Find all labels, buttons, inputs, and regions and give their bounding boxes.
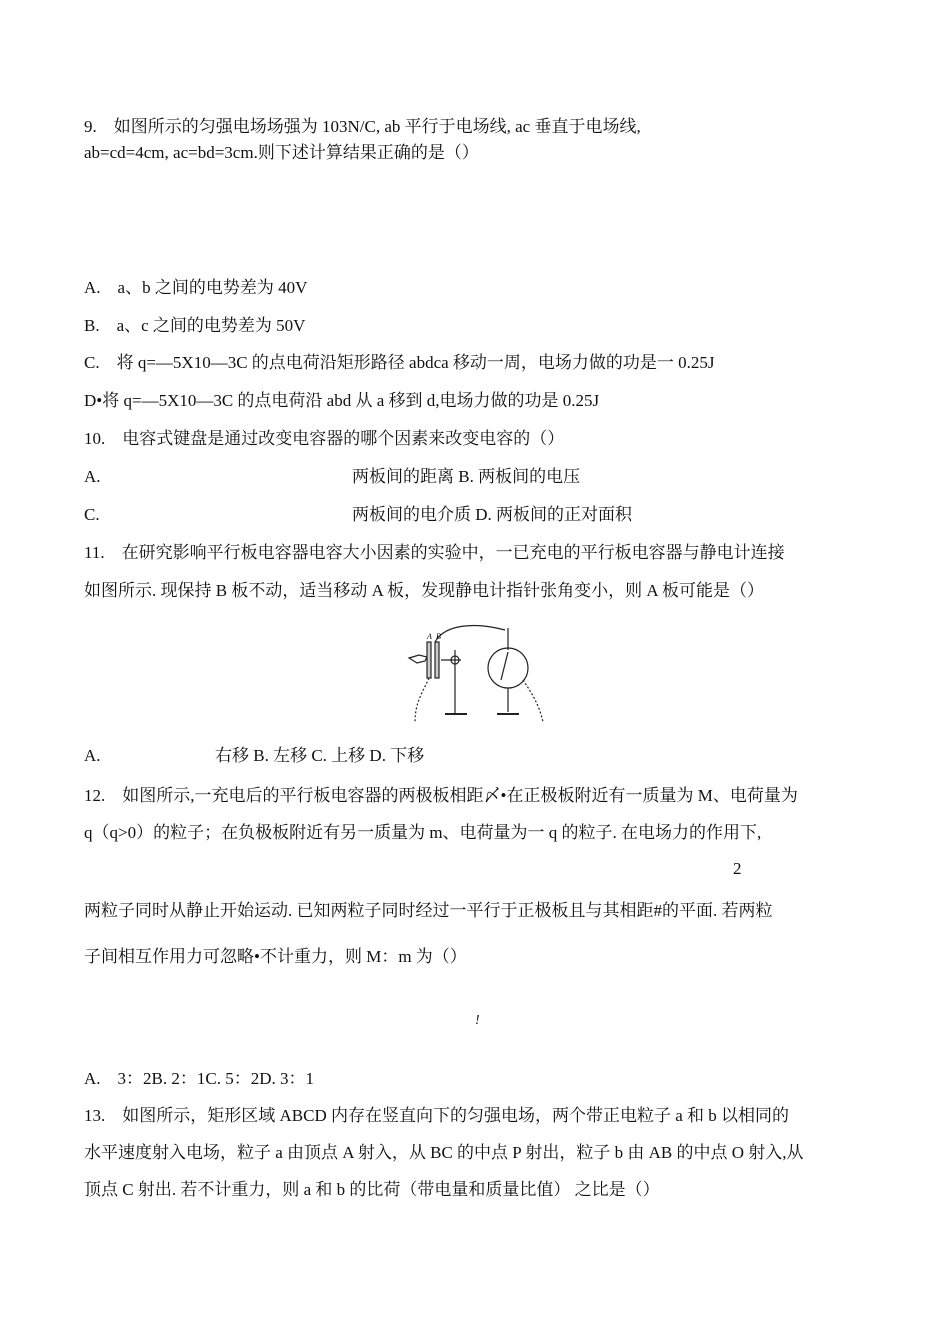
hand-icon	[409, 655, 427, 663]
plate-b	[435, 642, 439, 678]
q9-stem-line1: 9. 如图所示的匀强电场场强为 103N/C, ab 平行于电场线, ac 垂直于电场线,	[84, 117, 641, 136]
q11-stem-line2: 如图所示. 现保持 B 板不动，适当移动 A 板，发现静电计指针张角变小，则 A 板可能是（）	[84, 581, 765, 600]
q12-stray-mark: !	[475, 1013, 480, 1028]
connection-wire	[435, 626, 505, 642]
q12-stray-number: 2	[733, 859, 742, 878]
q10-stem: 10. 电容式键盘是通过改变电容器的哪个因素来改变电容的（）	[84, 429, 565, 448]
q9-option-b: B. a、c 之间的电势差为 50V	[84, 316, 306, 335]
fig-label-b: B	[436, 632, 441, 641]
q10-row2-label: C.	[84, 505, 100, 524]
q9-option-c: C. 将 q=—5X10—3C 的点电荷沿矩形路径 abdca 移动一周，电场力做的功是一 0.25J	[84, 353, 715, 372]
q13-stem-line3: 顶点 C 射出. 若不计重力，则 a 和 b 的比荷（带电量和质量比值） 之比是（）	[84, 1180, 660, 1199]
ground-wire-right	[523, 680, 543, 722]
q13-stem-line2: 水平速度射入电场，粒子 a 由顶点 A 射入，从 BC 的中点 P 射出，粒子 b 由 AB 的中点 O 射入,从	[84, 1143, 804, 1162]
q9-option-a: A. a、b 之间的电势差为 40V	[84, 278, 308, 297]
q12-stem-line1: 12. 如图所示,一充电后的平行板电容器的两极板相距〆•在正极板附近有一质量为 M、电荷量为	[84, 786, 798, 805]
q9-option-d: D•将 q=—5X10—3C 的点电荷沿 abd 从 a 移到 d,电场力做的功是 0.25J	[84, 391, 600, 410]
q9-stem-line2: ab=cd=4cm, ac=bd=3cm.则下述计算结果正确的是（）	[84, 143, 479, 162]
electroscope-capacitor-figure	[405, 622, 555, 732]
q12-options: A. 3：2B. 2：1C. 5：2D. 3：1	[84, 1069, 314, 1088]
q11-options: 右移 B. 左移 C. 上移 D. 下移	[215, 746, 425, 765]
electroscope-needle	[501, 652, 508, 680]
q10-row2-options: 两板间的电介质 D. 两板间的正对面积	[352, 505, 633, 524]
q12-stem-line2: q（q>0）的粒子；在负极板附近有另一质量为 m、电荷量为一 q 的粒子. 在电场力的作用下,	[84, 823, 762, 842]
q12-stem-line4: 子间相互作用力可忽略•不计重力，则 M：m 为（）	[84, 947, 467, 966]
fig-label-a: A	[427, 632, 432, 641]
q13-stem-line1: 13. 如图所示，矩形区域 ABCD 内存在竖直向下的匀强电场，两个带正电粒子 a 和 b 以相同的	[84, 1106, 790, 1125]
q10-row1-options: 两板间的距离 B. 两板间的电压	[352, 467, 581, 486]
plate-a	[427, 642, 431, 678]
q12-stem-line3: 两粒子同时从静止开始运动. 已知两粒子同时经过一平行于正极板且与其相距#的平面. 若两粒	[84, 901, 773, 920]
q11-options-label: A.	[84, 746, 101, 765]
q10-row1-label: A.	[84, 467, 101, 486]
q11-stem-line1: 11. 在研究影响平行板电容器电容大小因素的实验中，一已充电的平行板电容器与静电计连接	[84, 543, 785, 562]
ground-wire-left	[415, 678, 429, 722]
electroscope-capacitor-drawing	[405, 622, 555, 732]
